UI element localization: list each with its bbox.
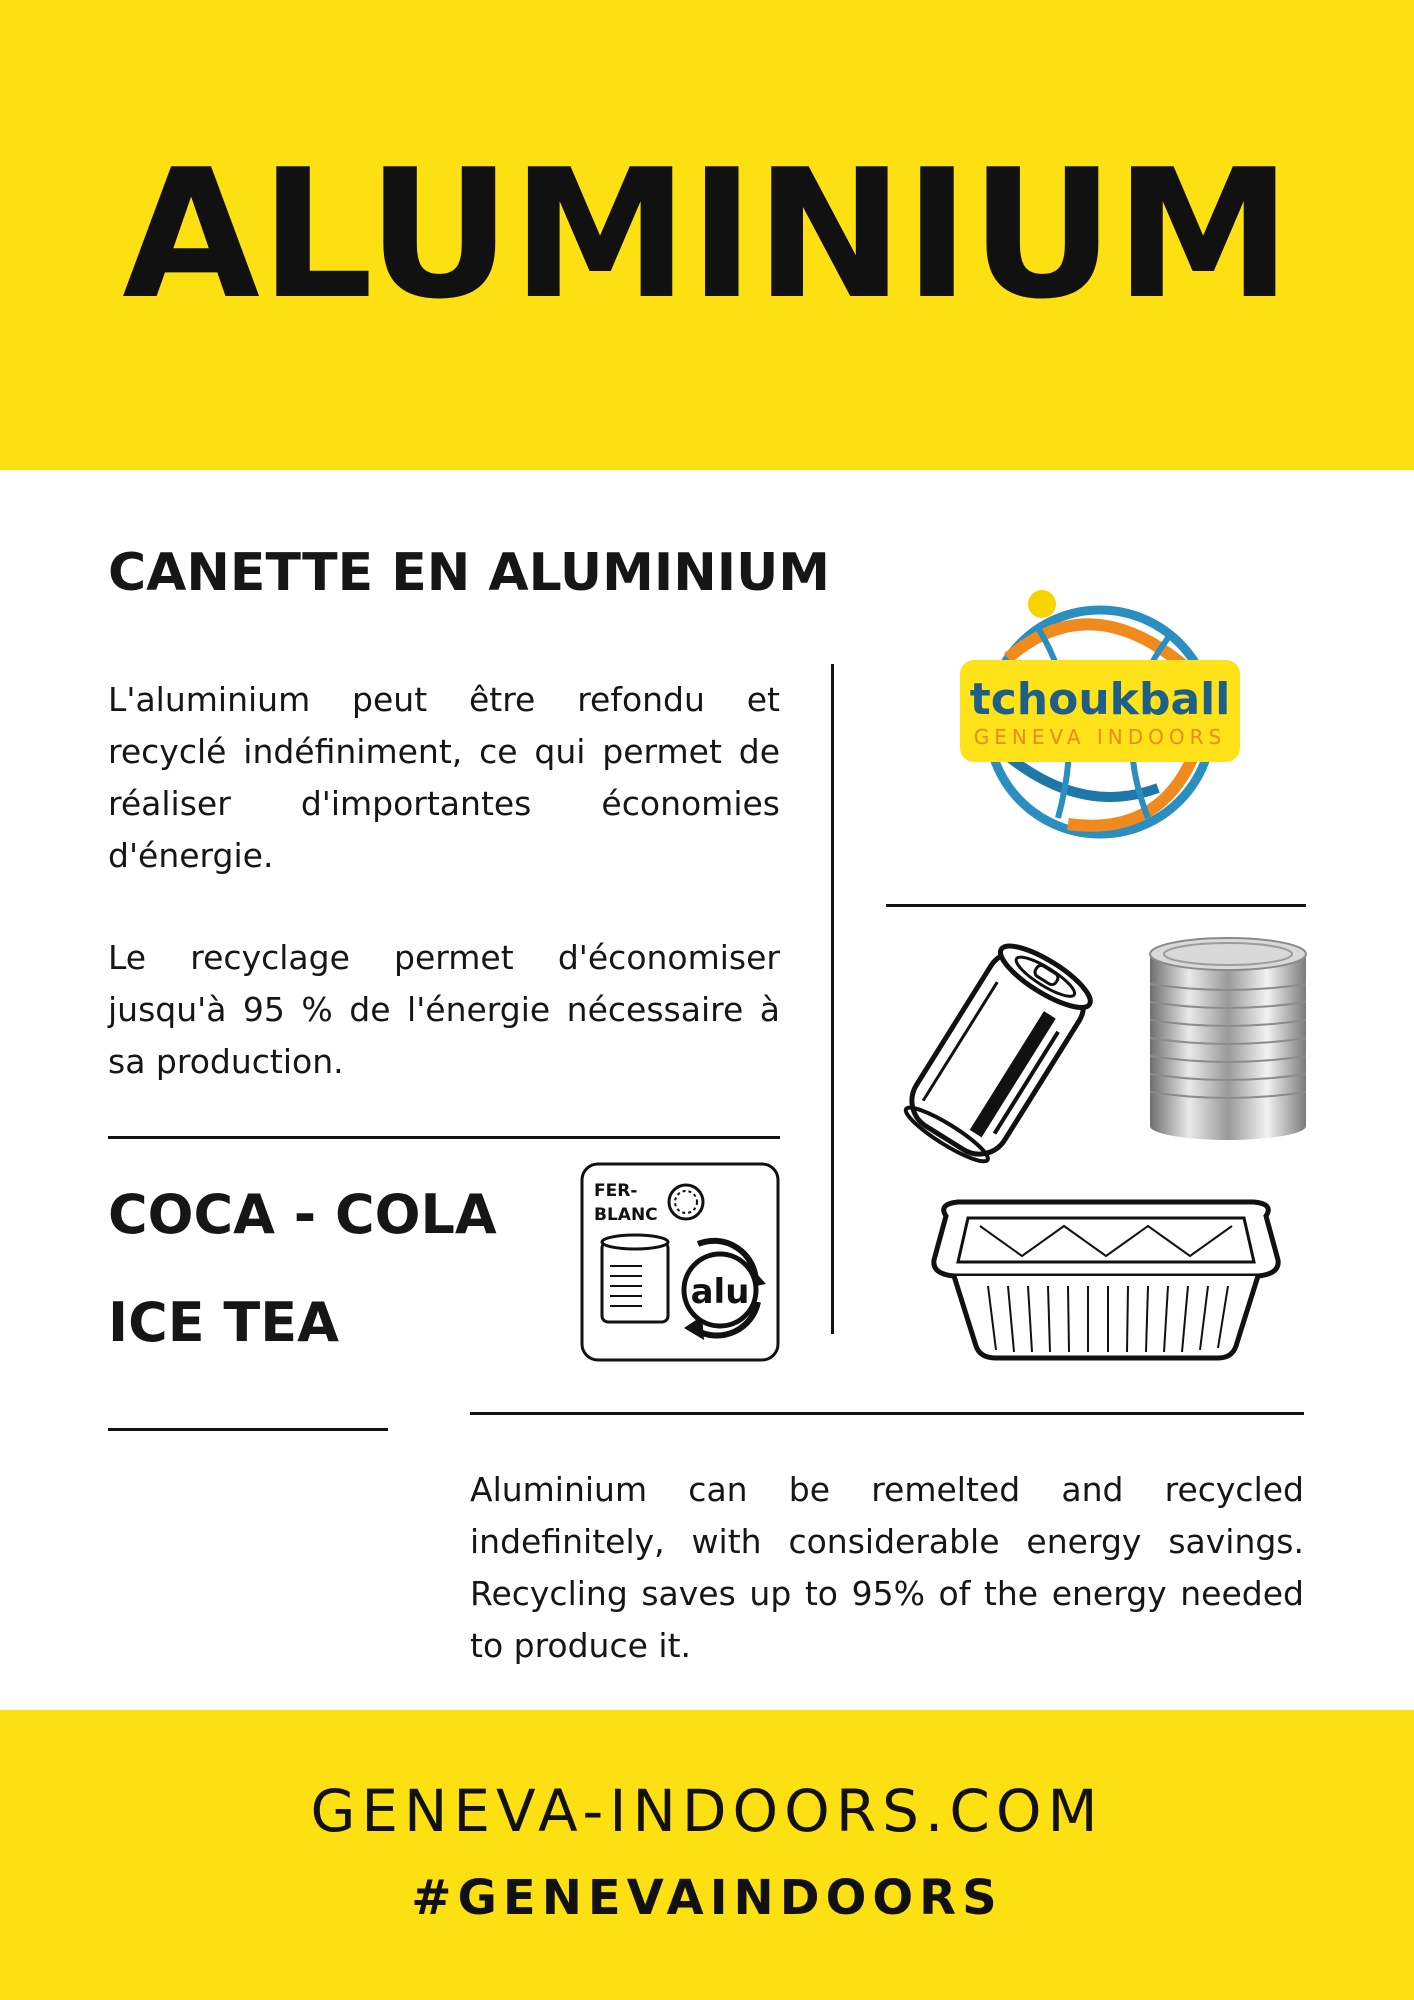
divider-bottom [470,1412,1304,1415]
hashtag: #GENEVAINDOORS [411,1870,1003,1926]
logo-name: tchoukball [969,674,1231,725]
example-ice-tea: ICE TEA [108,1291,339,1354]
aluminium-tray-icon [928,1196,1284,1364]
paragraph-fr-1: L'aluminium peut être refondu et recyclé indéfiniment, ce qui permet de réaliser d'importantes économies d'énergie. [108,680,780,875]
paragraph-fr-2: Le recyclage permet d'économiser jusqu'à 95 % de l'énergie nécessaire à sa production. [108,938,780,1081]
divider-right [886,904,1306,907]
tchoukball-logo [958,588,1244,848]
symbol-label-top: FER- [594,1181,638,1201]
paragraph-en: Aluminium can be remelted and recycled indefinitely, with considerable energy savings. Recycling saves up to 95% of the energy needed to produce it. [470,1470,1304,1665]
divider-vertical [831,664,834,1334]
divider-left [108,1136,780,1139]
soda-can-icon [886,932,1106,1172]
symbol-label-circle: alu [690,1272,750,1312]
footer-band [0,1710,1414,2000]
tin-can-icon [1148,936,1308,1146]
recycling-symbol-icon [580,1162,780,1362]
logo-subtitle: GENEVA INDOORS [973,725,1227,749]
symbol-label-bottom: BLANC [594,1205,658,1225]
website-link[interactable]: GENEVA-INDOORS.COM [310,1777,1104,1845]
page-title: ALUMINIUM [122,131,1292,338]
divider-short [108,1428,388,1431]
section-heading-fr: CANETTE EN ALUMINIUM [108,543,831,603]
example-coca-cola: COCA - COLA [108,1183,497,1246]
